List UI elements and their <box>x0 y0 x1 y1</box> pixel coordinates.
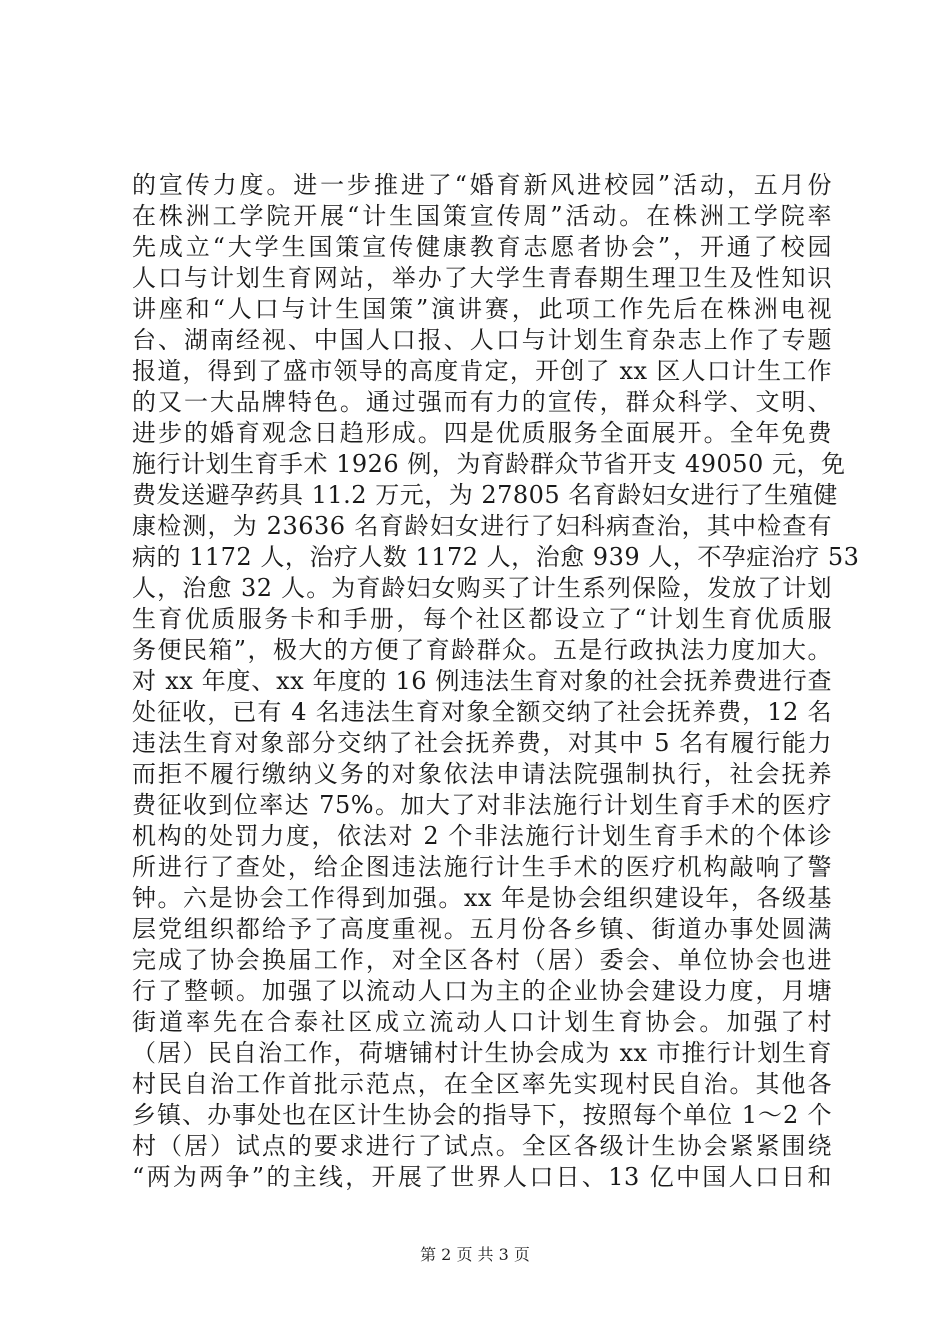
text-line: 台、湖南经视、中国人口报、人口与计划生育杂志上作了专题 <box>132 326 832 354</box>
text-line: 务便民箱”，极大的方便了育龄群众。五是行政执法力度加大。 <box>132 636 832 664</box>
text-line: 违法生育对象部分交纳了社会抚养费，对其中 5 名有履行能力 <box>132 729 832 757</box>
text-line: 人口与计划生育网站，举办了大学生青春期生理卫生及性知识 <box>132 264 832 292</box>
text-line: 而拒不履行缴纳义务的对象依法申请法院强制执行，社会抚养 <box>132 760 832 788</box>
text-line: 处征收，已有 4 名违法生育对象全额交纳了社会抚养费，12 名 <box>132 698 832 726</box>
text-line: 进步的婚育观念日趋形成。四是优质服务全面展开。全年免费 <box>132 419 832 447</box>
text-line: 完成了协会换届工作，对全区各村（居）委会、单位协会也进 <box>132 946 832 974</box>
text-line: 报道，得到了盛市领导的高度肯定，开创了 xx 区人口计生工作 <box>132 357 832 385</box>
text-line: 费发送避孕药具 11.2 万元，为 27805 名育龄妇女进行了生殖健 <box>132 481 838 509</box>
text-line: 钟。六是协会工作得到加强。xx 年是协会组织建设年，各级基 <box>132 884 832 912</box>
body-text <box>132 170 860 1193</box>
text-line: 先成立“大学生国策宣传健康教育志愿者协会”，开通了校园 <box>132 233 832 261</box>
text-line: 乡镇、办事处也在区计生协会的指导下，按照每个单位 1～2 个 <box>132 1101 832 1129</box>
text-line: 层党组织都给予了高度重视。五月份各乡镇、街道办事处圆满 <box>132 915 832 943</box>
text-line: 费征收到位率达 75%。加大了对非法施行计划生育手术的医疗 <box>132 791 832 819</box>
text-line: 村民自治工作首批示范点，在全区率先实现村民自治。其他各 <box>132 1070 832 1098</box>
text-line: 病的 1172 人，治疗人数 1172 人，治愈 939 人，不孕症治疗 53 <box>132 543 860 571</box>
text-line: 在株洲工学院开展“计生国策宣传周”活动。在株洲工学院率 <box>132 202 832 230</box>
text-line: “两为两争”的主线，开展了世界人口日、13 亿中国人口日和 <box>132 1163 832 1191</box>
text-line: 的宣传力度。进一步推进了“婚育新风进校园”活动，五月份 <box>132 171 832 199</box>
page-footer: 第 2 页 共 3 页 <box>420 1245 530 1264</box>
text-line: 讲座和“人口与计生国策”演讲赛，此项工作先后在株洲电视 <box>132 295 832 323</box>
text-line: 行了整顿。加强了以流动人口为主的企业协会建设力度，月塘 <box>132 977 832 1005</box>
text-line: 的又一大品牌特色。通过强而有力的宣传，群众科学、文明、 <box>132 388 832 416</box>
text-line: 施行计划生育手术 1926 例，为育龄群众节省开支 49050 元，免 <box>132 450 846 478</box>
text-line: 机构的处罚力度，依法对 2 个非法施行计划生育手术的个体诊 <box>132 822 832 850</box>
text-line: 村（居）试点的要求进行了试点。全区各级计生协会紧紧围绕 <box>132 1132 832 1160</box>
text-line: 人，治愈 32 人。为育龄妇女购买了计生系列保险，发放了计划 <box>132 574 832 602</box>
text-line: 对 xx 年度、xx 年度的 16 例违法生育对象的社会抚养费进行查 <box>132 667 832 695</box>
text-line: （居）民自治工作，荷塘铺村计生协会成为 xx 市推行计划生育 <box>132 1039 832 1067</box>
text-line: 生育优质服务卡和手册，每个社区都设立了“计划生育优质服 <box>132 605 832 633</box>
text-line: 街道率先在合泰社区成立流动人口计划生育协会。加强了村 <box>132 1008 832 1036</box>
text-line: 所进行了查处，给企图违法施行计生手术的医疗机构敲响了警 <box>132 853 832 881</box>
text-line: 康检测，为 23636 名育龄妇女进行了妇科病查治，其中检查有 <box>132 512 832 540</box>
